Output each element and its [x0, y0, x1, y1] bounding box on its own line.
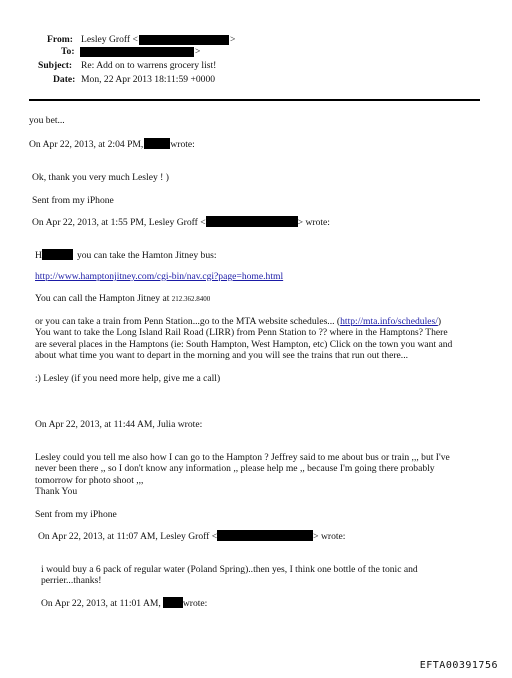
subject-value: Re: Add on to warrens grocery list! — [81, 60, 217, 71]
quote-attribution: On Apr 22, 2013, at 11:01 AM, wrote: — [41, 598, 208, 609]
subject-label: Subject: — [38, 60, 73, 71]
from-value: Lesley Groff < — [81, 34, 138, 45]
reply-text: you bet... — [29, 115, 65, 126]
quote-attribution: On Apr 22, 2013, at 1:55 PM, Lesley Groff < > wrote: — [32, 217, 330, 228]
message-text: You can call the Hampton Jitney at 212.362.8400 — [35, 293, 211, 304]
date-value: Mon, 22 Apr 2013 18:11:59 +0000 — [81, 74, 216, 85]
document-id: EFTA00391756 — [419, 660, 498, 671]
header-divider — [29, 99, 480, 101]
from-label: From: — [47, 34, 73, 45]
redaction — [217, 530, 313, 541]
quote-attribution: On Apr 22, 2013, at 11:07 AM, Lesley Groff < > wrote: — [38, 531, 346, 542]
redaction — [163, 597, 183, 608]
redaction — [206, 216, 298, 227]
signature: Sent from my iPhone — [35, 509, 117, 520]
message-text: tomorrow for photo shoot ,,, — [35, 475, 144, 486]
message-text: :) Lesley (if you need more help, give me a call) — [35, 373, 221, 384]
date-label: Date: — [53, 74, 76, 85]
message-text: perrier...thanks! — [41, 575, 102, 586]
quote-attribution: On Apr 22, 2013, at 2:04 PM, wrote: — [29, 139, 195, 150]
message-text: You want to take the Long Island Rail Road (LIRR) from Penn Station to ?? where in the Hamptons? There — [35, 327, 448, 338]
message-text: never been there ,, so I don't know any information ,, please help me ,, because I'm going there probably — [35, 463, 435, 474]
to-label: To: — [61, 46, 75, 57]
quote-attribution: On Apr 22, 2013, at 11:44 AM, Julia wrote: — [35, 419, 203, 430]
message-text: are several places in the Hamptons (ie: South Hampton, West Hampton, etc) Click on the town you want and — [35, 339, 453, 350]
message-text: i would buy a 6 pack of regular water (Poland Spring)..then yes, I think one bottle of the tonic and — [41, 564, 418, 575]
redaction — [139, 35, 229, 45]
signature: Sent from my iPhone — [32, 195, 114, 206]
jitney-link[interactable]: http://www.hamptonjitney.com/cgi-bin/nav.cgi?page=home.html — [35, 271, 284, 282]
redaction — [144, 138, 170, 149]
from-close: > — [230, 34, 236, 45]
to-close: > — [195, 46, 201, 57]
message-text: Thank You — [35, 486, 78, 497]
mta-link[interactable]: http://mta.info/schedules/ — [340, 316, 438, 327]
message-text: about what time you want to depart in the morning and you will see the trains that run out there... — [35, 350, 409, 361]
redaction — [42, 249, 73, 260]
message-text: Ok, thank you very much Lesley ! ) — [32, 172, 169, 183]
message-text: or you can take a train from Penn Station...go to the MTA website schedules... (http://mta.info/schedules/) — [35, 316, 442, 327]
message-text: Lesley could you tell me also how I can go to the Hampton ? Jeffrey said to me about bus or train ,,, but I've — [35, 452, 450, 463]
message-text: H you can take the Hamton Jitney bus: — [35, 250, 217, 261]
redaction — [80, 47, 194, 57]
